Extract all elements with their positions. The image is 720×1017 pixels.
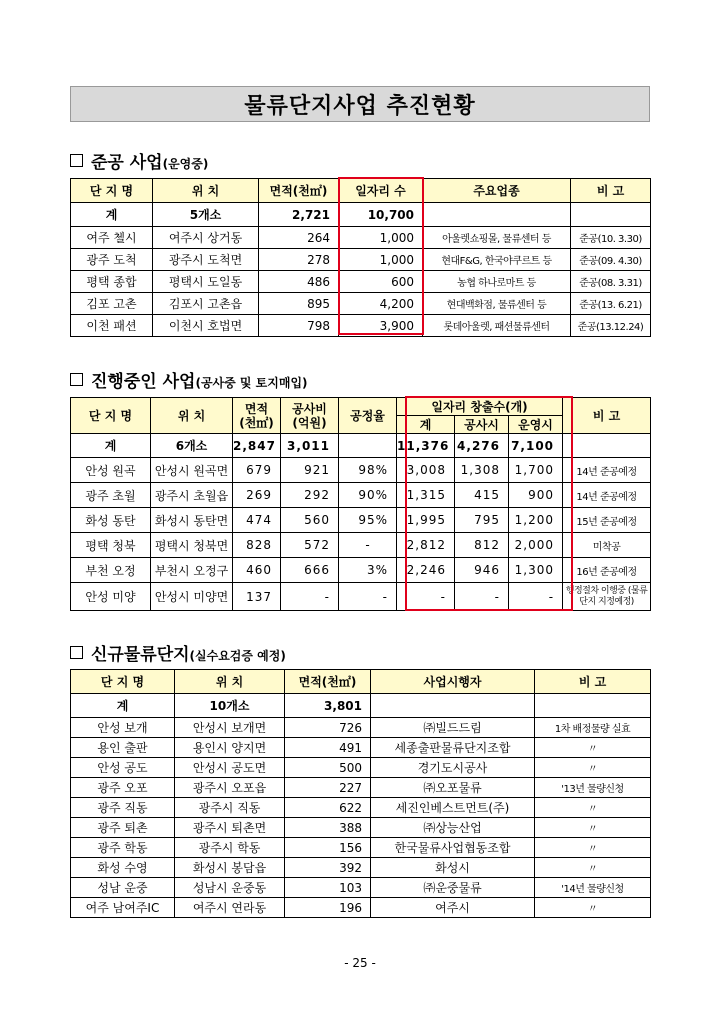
page-number: - 25 -	[344, 956, 376, 970]
cell-area: 500	[285, 758, 371, 778]
cell-jobs-total: 3,008	[397, 458, 455, 483]
in-progress-projects-table	[70, 397, 651, 611]
cell-name: 화성 수영	[71, 858, 175, 878]
section-title: 신규물류단지	[91, 645, 190, 665]
table-row	[71, 898, 651, 918]
table-total-row	[71, 434, 651, 458]
cell-jobs-construction: 795	[455, 508, 509, 533]
total-area: 2,847	[233, 434, 281, 458]
cell-location: 광주시 도척면	[153, 249, 259, 271]
cell-note: '14년 물량신청	[535, 878, 651, 898]
table-row	[71, 249, 651, 271]
cell-location: 평택시 도일동	[153, 271, 259, 293]
header-area-line1: 면적	[244, 401, 269, 416]
col-header-name: 단 지 명	[71, 398, 151, 434]
cell-cost: 666	[281, 558, 339, 583]
cell-operator: 세진인베스트먼트(주)	[371, 798, 535, 818]
cell-jobs-total: 2,246	[397, 558, 455, 583]
col-header-industry: 주요업종	[423, 179, 571, 203]
cell-note: 〃	[535, 758, 651, 778]
cell-note: 미착공	[563, 533, 651, 558]
cell-area: 156	[285, 838, 371, 858]
col-header-jobs: 일자리 수	[339, 179, 423, 203]
cell-progress: 98%	[339, 458, 397, 483]
cell-location: 여주시 연라동	[175, 898, 285, 918]
cell-area: 726	[285, 718, 371, 738]
cell-jobs-operation: -	[509, 583, 563, 611]
col-header-cost	[281, 398, 339, 434]
cell-jobs-operation: 1,300	[509, 558, 563, 583]
col-header-note: 비 고	[571, 179, 651, 203]
cell-note: 준공(08. 3.31)	[571, 271, 651, 293]
cell-area: 679	[233, 458, 281, 483]
cell-industry: 롯데아울렛, 패션물류센터	[423, 315, 571, 337]
cell-jobs-operation: 900	[509, 483, 563, 508]
total-progress	[339, 434, 397, 458]
cell-location: 부천시 오정구	[151, 558, 233, 583]
table-row	[71, 583, 651, 611]
cell-note: 〃	[535, 798, 651, 818]
section-subtitle: (실수요검증 예정)	[189, 649, 286, 663]
checkbox-square-icon	[70, 373, 83, 386]
cell-jobs-construction: 812	[455, 533, 509, 558]
col-header-name: 단 지 명	[71, 670, 175, 694]
cell-location: 김포시 고촌읍	[153, 293, 259, 315]
cell-note: 행정절차 이행중 (물류단지 지정예정)	[563, 583, 651, 611]
cell-cost: 921	[281, 458, 339, 483]
cell-location: 이천시 호법면	[153, 315, 259, 337]
cell-note: 준공(10. 3.30)	[571, 227, 651, 249]
cell-jobs-operation: 2,000	[509, 533, 563, 558]
checkbox-square-icon	[70, 646, 83, 659]
table-row	[71, 533, 651, 558]
cell-name: 이천 패션	[71, 315, 153, 337]
cell-area: 895	[259, 293, 339, 315]
cell-note: 〃	[535, 818, 651, 838]
table-row	[71, 758, 651, 778]
section-title: 준공 사업	[91, 153, 163, 173]
table-row	[71, 718, 651, 738]
total-location: 5개소	[153, 203, 259, 227]
cell-location: 화성시 동탄면	[151, 508, 233, 533]
col-header-jobs-total: 계	[397, 416, 455, 434]
cell-location: 안성시 보개면	[175, 718, 285, 738]
cell-jobs-construction: -	[455, 583, 509, 611]
col-header-location: 위 치	[153, 179, 259, 203]
total-cost: 3,011	[281, 434, 339, 458]
col-header-location: 위 치	[175, 670, 285, 694]
cell-note: 1차 배정물량 실효	[535, 718, 651, 738]
cell-location: 안성시 공도면	[175, 758, 285, 778]
cell-name: 성남 운중	[71, 878, 175, 898]
cell-jobs: 1,000	[339, 227, 423, 249]
cell-name: 안성 공도	[71, 758, 175, 778]
cell-jobs: 3,900	[339, 315, 423, 337]
cell-area: 137	[233, 583, 281, 611]
cell-cost: -	[281, 583, 339, 611]
cell-jobs-total: -	[397, 583, 455, 611]
cell-progress: -	[339, 583, 397, 611]
col-header-jobs-construction: 공사시	[455, 416, 509, 434]
cell-operator: ㈜운중물류	[371, 878, 535, 898]
checkbox-square-icon	[70, 154, 83, 167]
cell-operator: 경기도시공사	[371, 758, 535, 778]
cell-area: 388	[285, 818, 371, 838]
total-note	[535, 694, 651, 718]
cell-area: 103	[285, 878, 371, 898]
col-header-area: 면적(천㎡)	[259, 179, 339, 203]
cell-area: 491	[285, 738, 371, 758]
page-title: 물류단지사업 추진현황	[70, 86, 650, 122]
cell-cost: 292	[281, 483, 339, 508]
table-row	[71, 778, 651, 798]
cell-location: 용인시 양지면	[175, 738, 285, 758]
cell-jobs-operation: 1,700	[509, 458, 563, 483]
cell-name: 용인 출판	[71, 738, 175, 758]
cell-area: 798	[259, 315, 339, 337]
cell-jobs: 4,200	[339, 293, 423, 315]
cell-name: 화성 동탄	[71, 508, 151, 533]
cell-area: 622	[285, 798, 371, 818]
cell-location: 광주시 학동	[175, 838, 285, 858]
cell-cost: 560	[281, 508, 339, 533]
cell-note: 〃	[535, 838, 651, 858]
cell-area: 486	[259, 271, 339, 293]
table-header-row	[71, 398, 651, 416]
total-location: 6개소	[151, 434, 233, 458]
cell-area: 278	[259, 249, 339, 271]
table-row	[71, 271, 651, 293]
col-header-progress: 공정율	[339, 398, 397, 434]
cell-jobs-construction: 1,308	[455, 458, 509, 483]
cell-location: 안성시 원곡면	[151, 458, 233, 483]
total-label: 계	[71, 434, 151, 458]
cell-area: 392	[285, 858, 371, 878]
total-industry	[423, 203, 571, 227]
total-location: 10개소	[175, 694, 285, 718]
header-cost-line1: 공사비	[292, 401, 327, 416]
table-row	[71, 483, 651, 508]
cell-progress: 95%	[339, 508, 397, 533]
cell-industry: 현대F&G, 한국야쿠르트 등	[423, 249, 571, 271]
table-total-row	[71, 203, 651, 227]
cell-operator: 여주시	[371, 898, 535, 918]
cell-jobs-total: 1,995	[397, 508, 455, 533]
section-subtitle: (공사중 및 토지매입)	[195, 376, 308, 390]
cell-area: 269	[233, 483, 281, 508]
header-area-line2: (천㎡)	[239, 415, 274, 430]
cell-note: 14년 준공예정	[563, 458, 651, 483]
col-header-name: 단 지 명	[71, 179, 153, 203]
cell-jobs-construction: 946	[455, 558, 509, 583]
cell-operator: ㈜빌드드림	[371, 718, 535, 738]
header-cost-line2: (억원)	[292, 415, 327, 430]
cell-location: 광주시 퇴촌면	[175, 818, 285, 838]
cell-industry: 아울렛쇼핑몰, 물류센터 등	[423, 227, 571, 249]
cell-name: 안성 보개	[71, 718, 175, 738]
table-row	[71, 458, 651, 483]
cell-name: 광주 도척	[71, 249, 153, 271]
total-jobs-construction: 4,276	[455, 434, 509, 458]
cell-operator: 세종출판물류단지조합	[371, 738, 535, 758]
cell-name: 안성 미양	[71, 583, 151, 611]
cell-location: 광주시 오포읍	[175, 778, 285, 798]
cell-name: 여주 첼시	[71, 227, 153, 249]
cell-location: 성남시 운중동	[175, 878, 285, 898]
table-row	[71, 227, 651, 249]
cell-area: 474	[233, 508, 281, 533]
cell-area: 460	[233, 558, 281, 583]
cell-name: 광주 퇴촌	[71, 818, 175, 838]
cell-name: 김포 고촌	[71, 293, 153, 315]
cell-jobs-total: 2,812	[397, 533, 455, 558]
section-heading-in-progress	[70, 367, 308, 392]
col-header-jobs-group: 일자리 창출수(개)	[397, 398, 563, 416]
cell-progress: 90%	[339, 483, 397, 508]
cell-jobs: 1,000	[339, 249, 423, 271]
cell-location: 안성시 미양면	[151, 583, 233, 611]
cell-note: 〃	[535, 898, 651, 918]
cell-name: 광주 직동	[71, 798, 175, 818]
cell-area: 828	[233, 533, 281, 558]
col-header-note: 비 고	[563, 398, 651, 434]
table-row	[71, 315, 651, 337]
table-row	[71, 818, 651, 838]
new-projects-table	[70, 669, 651, 918]
total-label: 계	[71, 203, 153, 227]
total-operator	[371, 694, 535, 718]
col-header-area	[233, 398, 281, 434]
table-row	[71, 508, 651, 533]
section-heading-new	[70, 640, 286, 665]
cell-name: 안성 원곡	[71, 458, 151, 483]
section-title: 진행중인 사업	[91, 372, 196, 392]
table-row	[71, 558, 651, 583]
table-row	[71, 798, 651, 818]
cell-progress: -	[339, 533, 397, 558]
cell-jobs-operation: 1,200	[509, 508, 563, 533]
cell-jobs-total: 1,315	[397, 483, 455, 508]
cell-name: 광주 초월	[71, 483, 151, 508]
total-jobs-total: 11,376	[397, 434, 455, 458]
total-area: 2,721	[259, 203, 339, 227]
table-row	[71, 838, 651, 858]
col-header-area: 면적(천㎡)	[285, 670, 371, 694]
cell-area: 264	[259, 227, 339, 249]
cell-note: 준공(09. 4.30)	[571, 249, 651, 271]
cell-note: 〃	[535, 858, 651, 878]
cell-note: 준공(13. 6.21)	[571, 293, 651, 315]
cell-cost: 572	[281, 533, 339, 558]
cell-operator: 화성시	[371, 858, 535, 878]
table-row	[71, 738, 651, 758]
cell-note: 15년 준공예정	[563, 508, 651, 533]
cell-jobs: 600	[339, 271, 423, 293]
cell-operator: ㈜상능산업	[371, 818, 535, 838]
table-row	[71, 878, 651, 898]
table-row	[71, 858, 651, 878]
table-total-row	[71, 694, 651, 718]
cell-area: 227	[285, 778, 371, 798]
cell-note: 14년 준공예정	[563, 483, 651, 508]
cell-progress: 3%	[339, 558, 397, 583]
cell-operator: 한국물류사업협동조합	[371, 838, 535, 858]
total-label: 계	[71, 694, 175, 718]
table-header-row	[71, 179, 651, 203]
cell-industry: 현대백화점, 물류센터 등	[423, 293, 571, 315]
cell-name: 광주 오포	[71, 778, 175, 798]
cell-note: 〃	[535, 738, 651, 758]
table-header-row	[71, 670, 651, 694]
cell-note: 16년 준공예정	[563, 558, 651, 583]
cell-name: 평택 청북	[71, 533, 151, 558]
total-jobs-operation: 7,100	[509, 434, 563, 458]
section-subtitle: (운영중)	[162, 157, 209, 171]
total-note	[571, 203, 651, 227]
cell-location: 광주시 초월읍	[151, 483, 233, 508]
col-header-jobs-operation: 운영시	[509, 416, 563, 434]
col-header-location: 위 치	[151, 398, 233, 434]
total-area: 3,801	[285, 694, 371, 718]
cell-name: 부천 오정	[71, 558, 151, 583]
cell-area: 196	[285, 898, 371, 918]
cell-name: 여주 남여주IC	[71, 898, 175, 918]
cell-location: 화성시 봉담읍	[175, 858, 285, 878]
cell-industry: 농협 하나로마트 등	[423, 271, 571, 293]
cell-location: 광주시 직동	[175, 798, 285, 818]
section-heading-completed	[70, 148, 208, 173]
table-row	[71, 293, 651, 315]
col-header-operator: 사업시행자	[371, 670, 535, 694]
cell-location: 여주시 상거동	[153, 227, 259, 249]
cell-name: 광주 학동	[71, 838, 175, 858]
cell-name: 평택 종합	[71, 271, 153, 293]
total-jobs: 10,700	[339, 203, 423, 227]
cell-location: 평택시 청북면	[151, 533, 233, 558]
completed-projects-table	[70, 178, 651, 337]
total-note	[563, 434, 651, 458]
cell-note: 준공(13.12.24)	[571, 315, 651, 337]
cell-jobs-construction: 415	[455, 483, 509, 508]
cell-operator: ㈜오포물류	[371, 778, 535, 798]
cell-note: '13년 물량신청	[535, 778, 651, 798]
col-header-note: 비 고	[535, 670, 651, 694]
